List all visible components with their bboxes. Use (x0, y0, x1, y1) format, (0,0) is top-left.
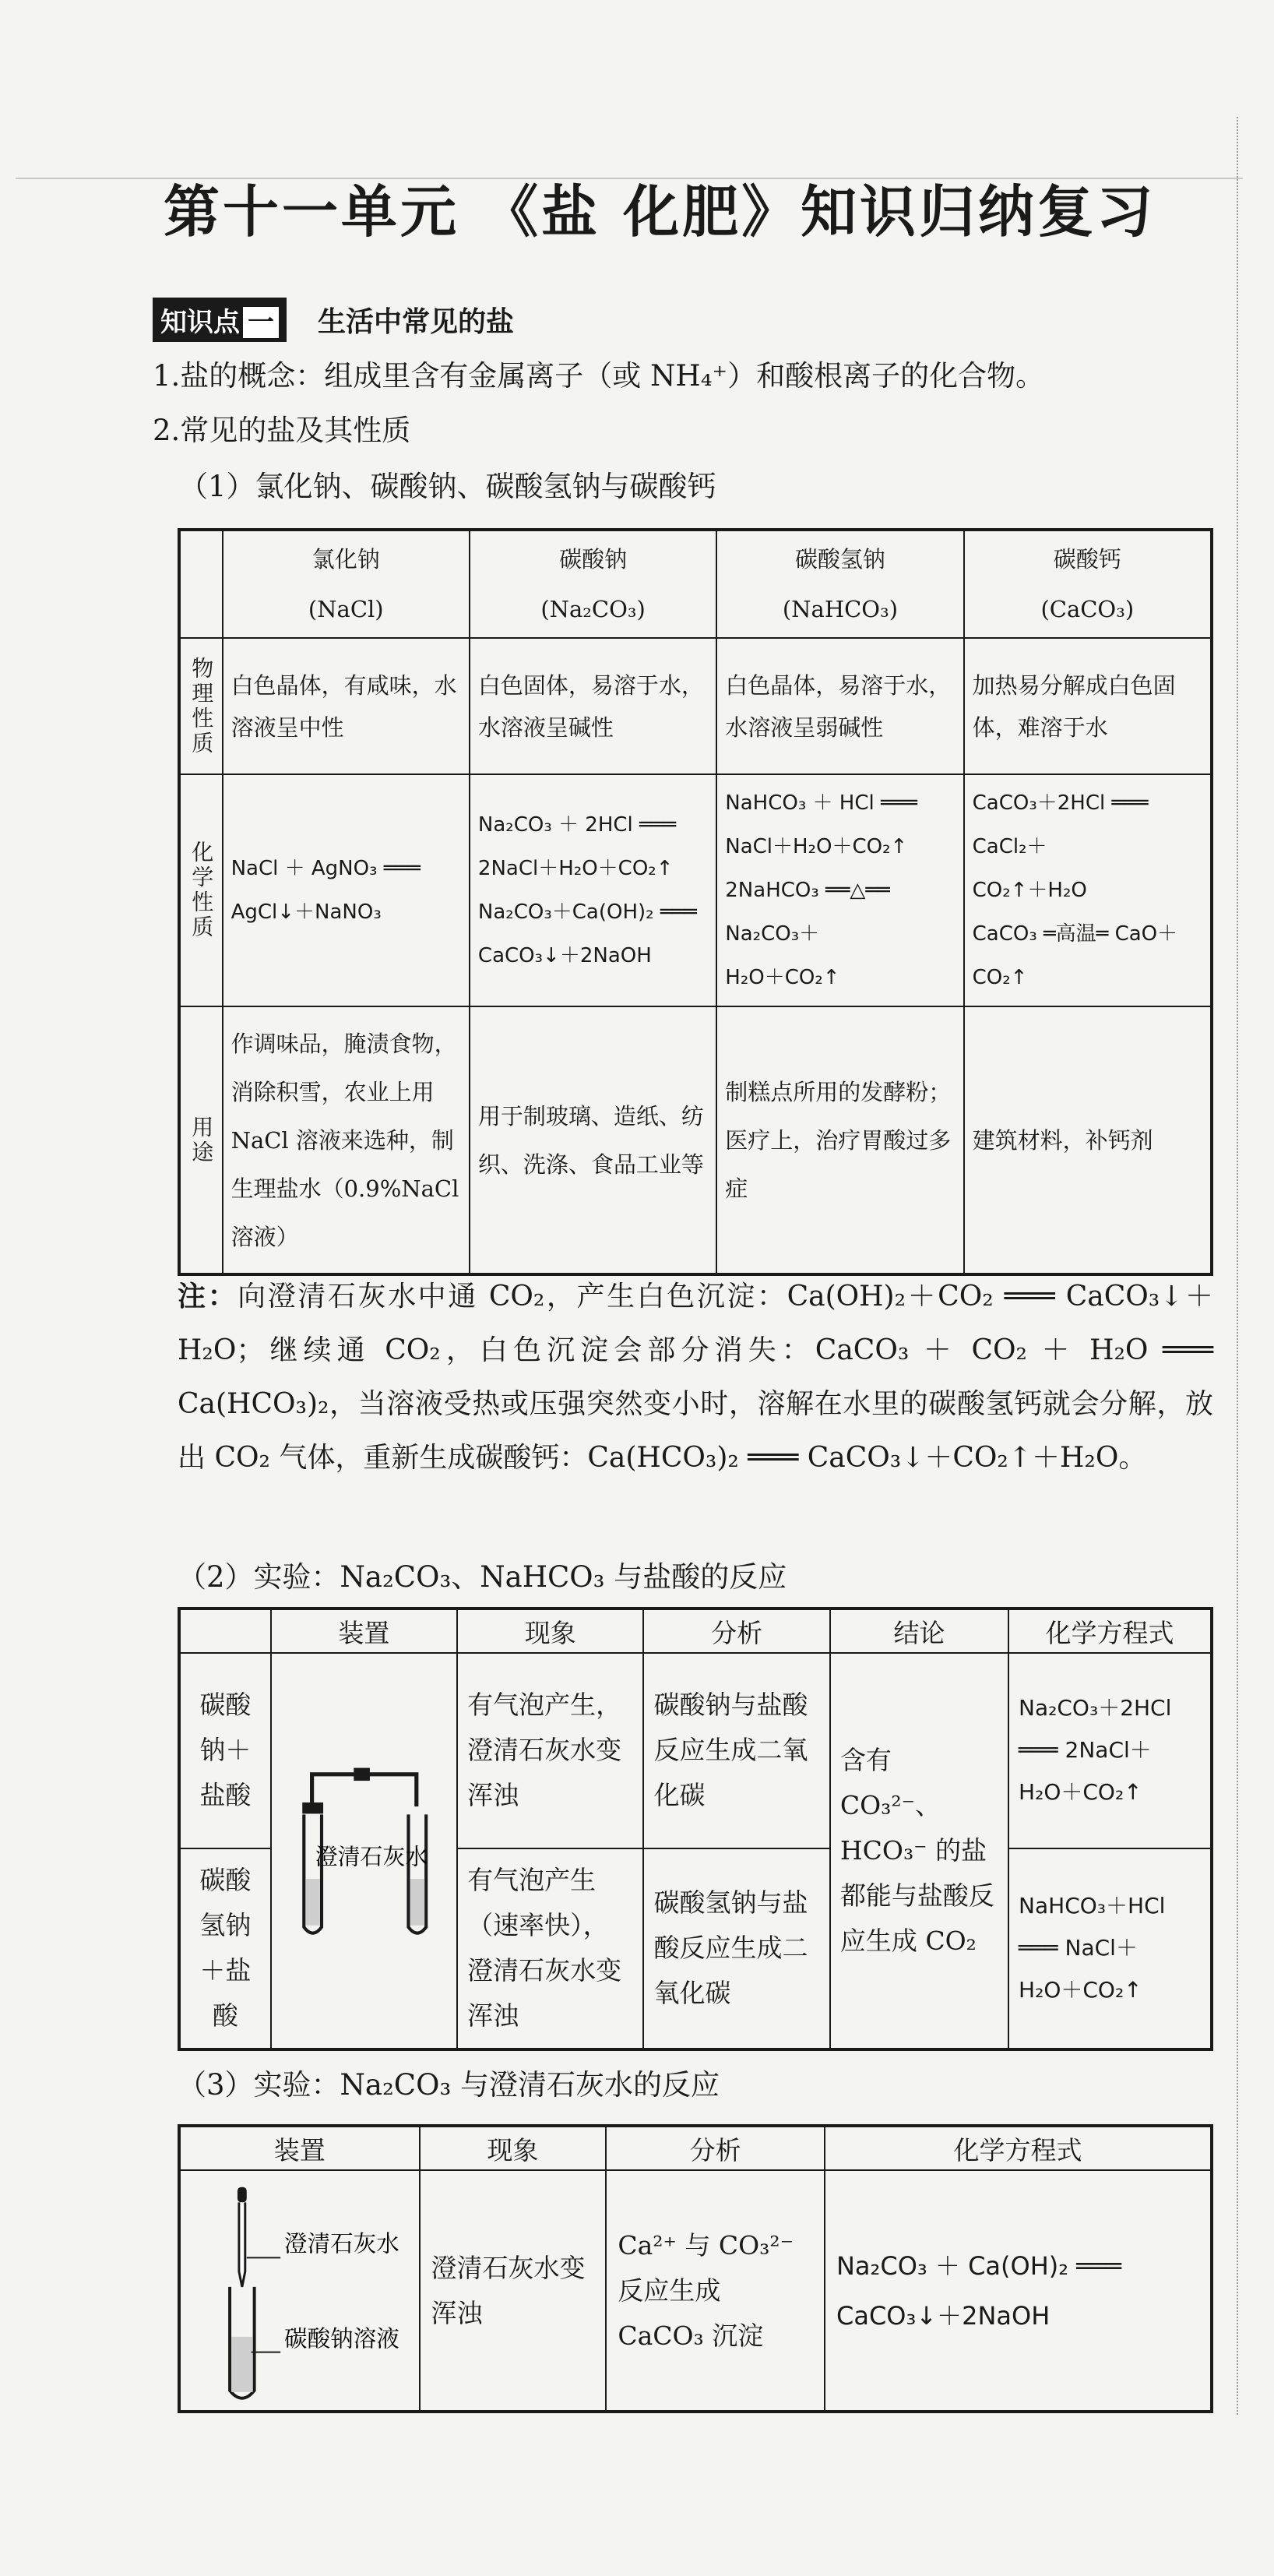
row-label: 碳酸氢钠＋盐酸 (179, 1848, 271, 2049)
table-cell: 有气泡产生（速率快），澄清石灰水变浑浊 (457, 1848, 643, 2049)
equation-cell: NaHCO₃＋HCl ═══ NaCl＋ H₂O＋CO₂↑ (1008, 1848, 1212, 2049)
salts-table (178, 528, 1213, 1276)
knowledge-point-header (153, 298, 514, 342)
table-cell: Na₂CO₃ ＋ 2HCl ═══ 2NaCl＋H₂O＋CO₂↑ Na₂CO₃＋Ca(OH)₂ ═══ CaCO₃↓＋2NaOH (470, 774, 716, 1006)
table-cell: 澄清石灰水变浑浊 (420, 2170, 607, 2412)
table-cell: 白色固体，易溶于水，水溶液呈碱性 (470, 638, 716, 774)
column-header: 装置 (271, 1609, 457, 1653)
row-label: 物理性质 (179, 638, 223, 774)
table-row (179, 1006, 1212, 1274)
apparatus-figure (181, 2172, 419, 2410)
note-text: 向澄清石灰水中通 CO₂，产生白色沉淀：Ca(OH)₂＋CO₂ ═══ CaCO₃↓＋H₂O；继续通 CO₂，白色沉淀会部分消失：CaCO₃ ＋ CO₂ ＋ H₂O ═══ Ca(HCO₃)₂，当溶液受热或压强突然变小时，溶解在水里的碳酸氢钙就会分解，放出 CO₂ 气体，重新生成碳酸钙：Ca(HCO₃)₂ ═══ CaCO₃↓＋CO₂↑＋H₂O。 (178, 1281, 1213, 1474)
column-header: 分析 (643, 1609, 829, 1653)
knowledge-point-number: 一 (243, 307, 279, 338)
column-header: 装置 (179, 2126, 420, 2170)
row-label: 碳酸钠＋盐酸 (179, 1653, 271, 1848)
table-cell: 白色晶体，有咸味，水溶液呈中性 (223, 638, 470, 774)
column-header: 氯化钠 (NaCl) (223, 530, 470, 638)
subsection-heading: （3）实验：Na₂CO₃ 与澄清石灰水的反应 (178, 2068, 720, 2102)
tube-label: 碳酸钠溶液 (284, 2325, 399, 2352)
table-header-row (179, 530, 1212, 638)
column-header: 现象 (420, 2126, 607, 2170)
section-heading: 2.常见的盐及其性质 (153, 414, 411, 447)
table-cell: 白色晶体，易溶于水，水溶液呈弱碱性 (716, 638, 963, 774)
table-cell: 作调味品，腌渍食物，消除积雪，农业上用 NaCl 溶液来选种，制生理盐水（0.9%NaCl 溶液） (223, 1006, 470, 1274)
table-cell: 用于制玻璃、造纸、纺织、洗涤、食品工业等 (470, 1006, 716, 1274)
column-header: 碳酸氢钠 (NaHCO₃) (716, 530, 963, 638)
table-row (179, 2170, 1212, 2412)
row-label: 用途 (179, 1006, 223, 1274)
table-cell: NaHCO₃ ＋ HCl ═══ NaCl＋H₂O＋CO₂↑ 2NaHCO₃ ══△══ Na₂CO₃＋ H₂O＋CO₂↑ (716, 774, 963, 1006)
row-label: 化学性质 (179, 774, 223, 1006)
page-title: 第十一单元 《盐 化肥》知识归纳复习 (164, 178, 1156, 245)
table-cell: 制糕点所用的发酵粉；医疗上，治疗胃酸过多症 (716, 1006, 963, 1274)
table-row (179, 1653, 1212, 1848)
table-cell: NaCl ＋ AgNO₃ ═══ AgCl↓＋NaNO₃ (223, 774, 470, 1006)
margin-guide (1237, 117, 1238, 2415)
acid-reaction-table (178, 1607, 1213, 2051)
table-row (179, 774, 1212, 1006)
table-cell: 有气泡产生，澄清石灰水变浑浊 (457, 1653, 643, 1848)
apparatus-figure (272, 1654, 456, 2048)
apparatus-cell (179, 2170, 420, 2412)
apparatus-label: 澄清石灰水 (315, 1843, 428, 1870)
note-label: 注： (178, 1281, 238, 1313)
column-header: 分析 (606, 2126, 825, 2170)
column-header: 现象 (457, 1609, 643, 1653)
table-cell: CaCO₃＋2HCl ═══ CaCl₂＋ CO₂↑＋H₂O CaCO₃ ═高温═ CaO＋CO₂↑ (964, 774, 1212, 1006)
apparatus-cell (271, 1653, 457, 2049)
column-header: 碳酸钙 (CaCO₃) (964, 530, 1212, 638)
table-cell: 建筑材料，补钙剂 (964, 1006, 1212, 1274)
equation-cell: Na₂CO₃ ＋ Ca(OH)₂ ═══ CaCO₃↓＋2NaOH (825, 2170, 1212, 2412)
equation-cell: Na₂CO₃＋2HCl ═══ 2NaCl＋ H₂O＋CO₂↑ (1008, 1653, 1212, 1848)
knowledge-point-badge: 知识点 一 (153, 298, 287, 342)
column-header: 化学方程式 (825, 2126, 1212, 2170)
column-header: 化学方程式 (1008, 1609, 1212, 1653)
subsection-heading: （2）实验：Na₂CO₃、NaHCO₃ 与盐酸的反应 (178, 1560, 787, 1594)
table-cell: 加热易分解成白色固体，难溶于水 (964, 638, 1212, 774)
table-cell: Ca²⁺ 与 CO₃²⁻ 反应生成 CaCO₃ 沉淀 (606, 2170, 825, 2412)
table-header-row (179, 1609, 1212, 1653)
dropper-label: 澄清石灰水 (284, 2230, 399, 2257)
table-cell: 碳酸钠与盐酸反应生成二氧化碳 (643, 1653, 829, 1848)
corner-cell (179, 1609, 271, 1653)
conclusion-cell: 含有 CO₃²⁻、HCO₃⁻ 的盐都能与盐酸反应生成 CO₂ (830, 1653, 1008, 2049)
table-row (179, 638, 1212, 774)
column-header: 结论 (830, 1609, 1008, 1653)
table-cell: 碳酸氢钠与盐酸反应生成二氧化碳 (643, 1848, 829, 2049)
salt-definition: 1.盐的概念：组成里含有金属离子（或 NH₄⁺）和酸根离子的化合物。 (153, 359, 1045, 393)
knowledge-point-title: 生活中常见的盐 (318, 306, 515, 338)
note-paragraph (178, 1270, 1213, 1485)
table-header-row (179, 2126, 1212, 2170)
corner-cell (179, 530, 223, 638)
subsection-heading: （1）氯化钠、碳酸钠、碳酸氢钠与碳酸钙 (179, 470, 716, 503)
limewater-reaction-table (178, 2124, 1213, 2413)
column-header: 碳酸钠 (Na₂CO₃) (470, 530, 716, 638)
